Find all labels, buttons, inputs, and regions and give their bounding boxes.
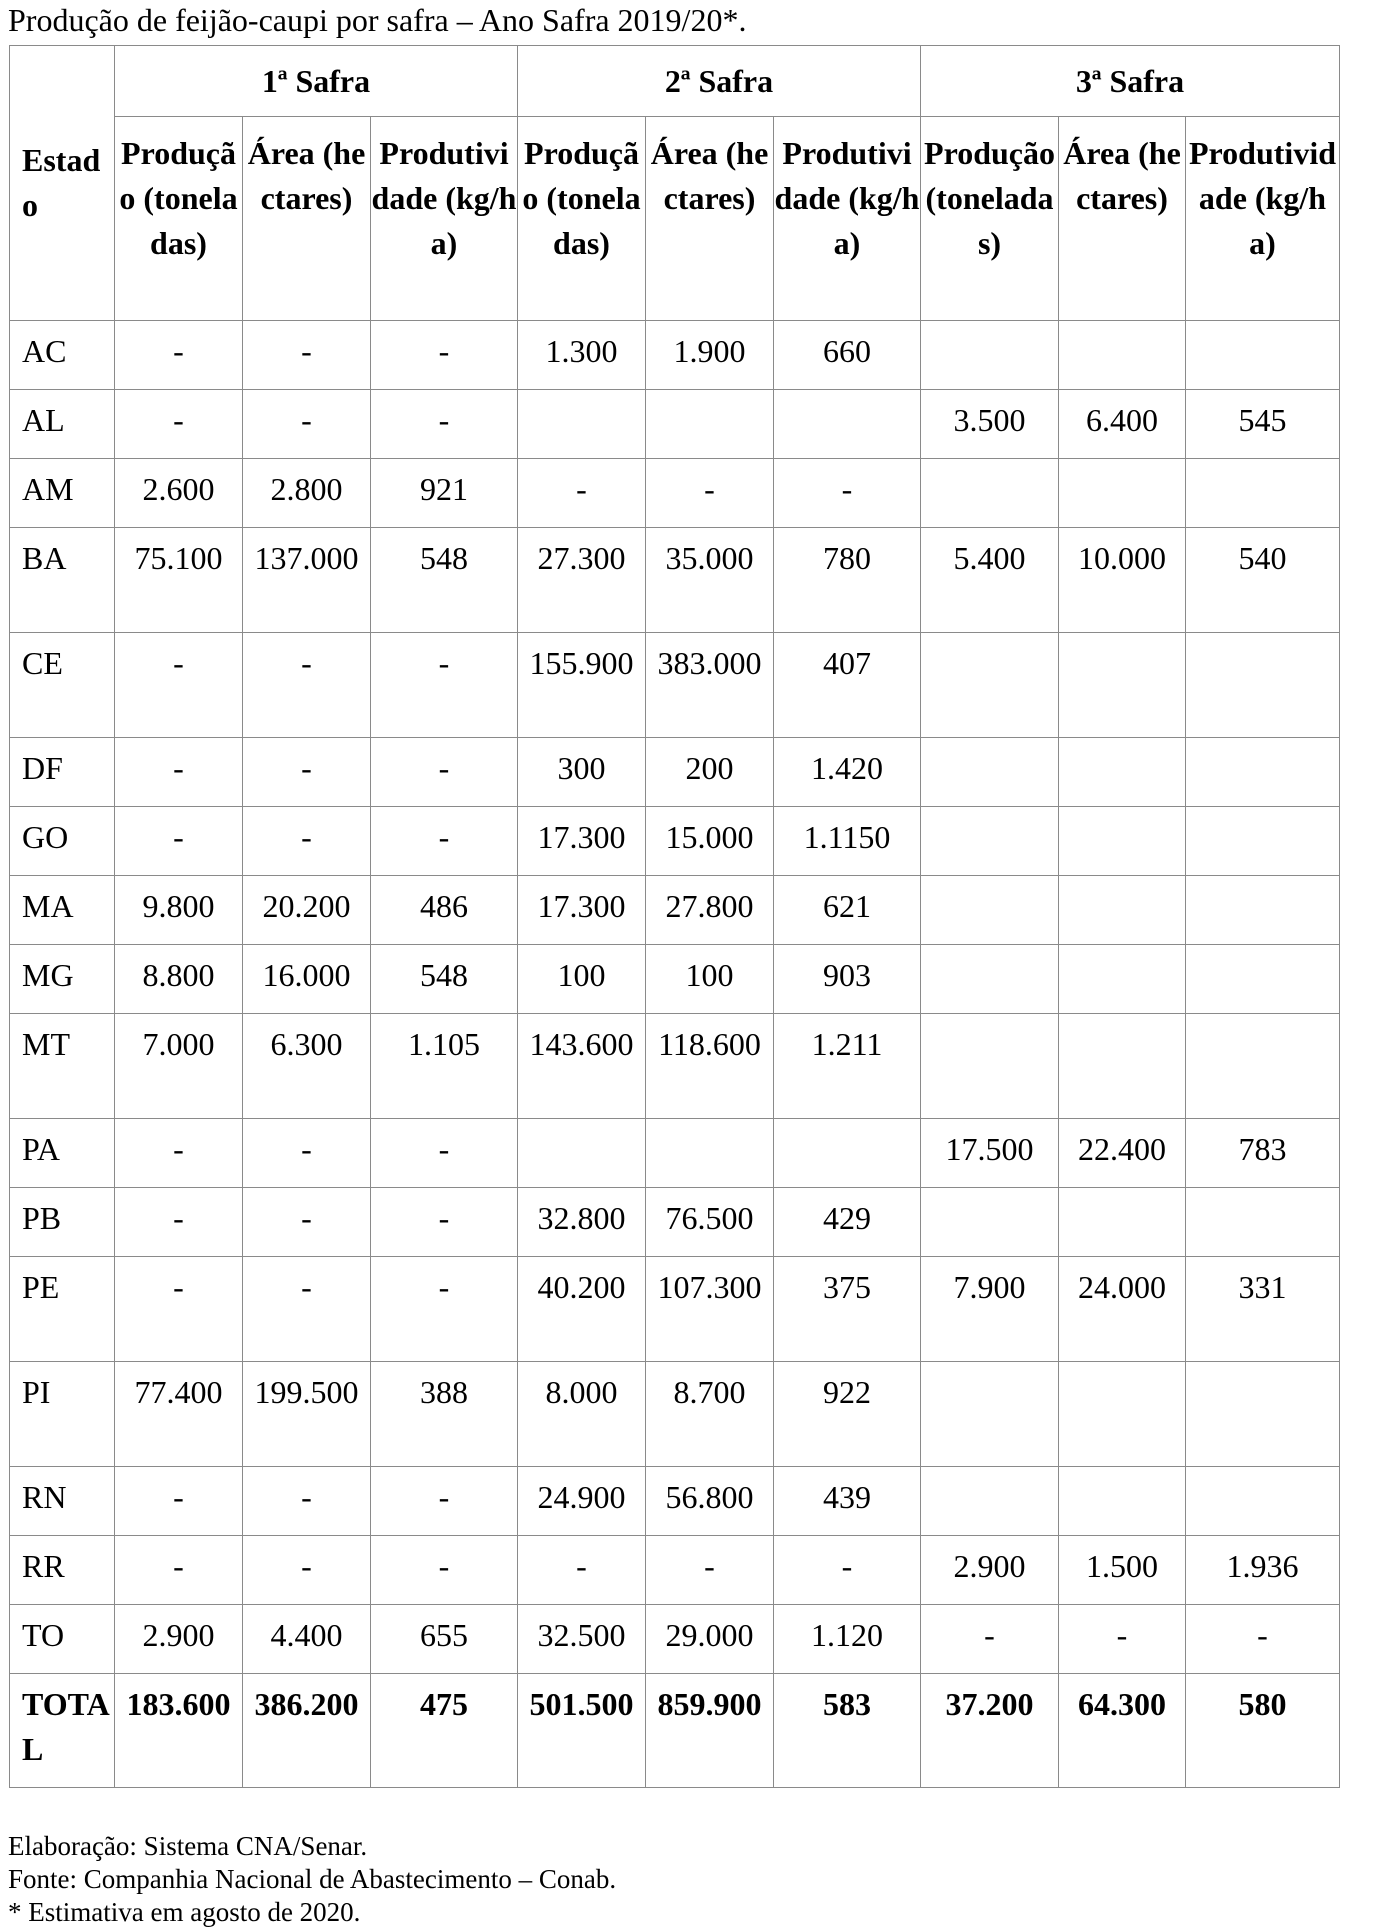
group-header-row: [10, 46, 1340, 117]
cell-area-2: 27.800: [646, 876, 774, 945]
cell-producao-3: [921, 459, 1059, 528]
cell-producao-2: 27.300: [518, 528, 646, 633]
cell-area-2: 29.000: [646, 1605, 774, 1674]
cell-area-2: 107.300: [646, 1257, 774, 1362]
state-cell: BA: [10, 528, 115, 633]
cell-area-3: [1059, 738, 1186, 807]
table-row: [10, 876, 1340, 945]
cell-produtividade-3: [1186, 1014, 1340, 1119]
cell-produtividade-2: [774, 390, 921, 459]
cell-producao-1: 77.400: [115, 1362, 243, 1467]
table-notes: [8, 1830, 616, 1929]
group-header-2: 2ª Safra: [518, 46, 921, 117]
note-fonte: Fonte: Companhia Nacional de Abastecimento – Conab.: [8, 1864, 617, 1894]
cell-produtividade-2: 780: [774, 528, 921, 633]
cell-producao-3: [921, 1362, 1059, 1467]
cell-producao-1: -: [115, 1119, 243, 1188]
state-cell: CE: [10, 633, 115, 738]
estado-header: Estado: [10, 46, 115, 321]
cell-area-1: 137.000: [243, 528, 371, 633]
cell-producao-3: [921, 876, 1059, 945]
cell-area-1: -: [243, 390, 371, 459]
cell-area-1: -: [243, 738, 371, 807]
cell-area-1: -: [243, 1119, 371, 1188]
cell-area-2: [646, 390, 774, 459]
cell-area-1: 386.200: [243, 1674, 371, 1788]
table-row: [10, 1362, 1340, 1467]
cell-area-1: 2.800: [243, 459, 371, 528]
table-row: [10, 1119, 1340, 1188]
cell-produtividade-2: 1.1150: [774, 807, 921, 876]
table-row: [10, 1188, 1340, 1257]
cell-area-3: [1059, 876, 1186, 945]
subheader-produtividade-1: Produtividade (kg/ha): [371, 117, 518, 321]
cell-producao-2: -: [518, 459, 646, 528]
cell-produtividade-3: 331: [1186, 1257, 1340, 1362]
cell-produtividade-2: 375: [774, 1257, 921, 1362]
cell-area-1: 6.300: [243, 1014, 371, 1119]
cell-produtividade-1: 388: [371, 1362, 518, 1467]
cell-producao-2: 17.300: [518, 807, 646, 876]
table-row: [10, 459, 1340, 528]
subheader-produtividade-2: Produtividade (kg/ha): [774, 117, 921, 321]
table-row: [10, 945, 1340, 1014]
cell-area-3: [1059, 1362, 1186, 1467]
cell-producao-3: 5.400: [921, 528, 1059, 633]
cell-area-2: -: [646, 459, 774, 528]
cell-produtividade-1: -: [371, 1188, 518, 1257]
cell-producao-1: -: [115, 321, 243, 390]
cell-producao-3: [921, 321, 1059, 390]
cell-produtividade-3: -: [1186, 1605, 1340, 1674]
cell-producao-2: 8.000: [518, 1362, 646, 1467]
cell-produtividade-3: 580: [1186, 1674, 1340, 1788]
cell-area-3: 6.400: [1059, 390, 1186, 459]
table-row: [10, 1605, 1340, 1674]
subheader-produtividade-3: Produtividade (kg/ha): [1186, 117, 1340, 321]
cell-producao-1: 75.100: [115, 528, 243, 633]
cell-producao-3: 3.500: [921, 390, 1059, 459]
cell-produtividade-1: -: [371, 807, 518, 876]
cell-produtividade-1: 655: [371, 1605, 518, 1674]
cell-area-1: -: [243, 807, 371, 876]
cell-area-1: 20.200: [243, 876, 371, 945]
state-cell: PB: [10, 1188, 115, 1257]
cell-producao-2: [518, 390, 646, 459]
cell-producao-1: -: [115, 738, 243, 807]
cell-producao-1: -: [115, 1188, 243, 1257]
cell-area-1: 16.000: [243, 945, 371, 1014]
cell-area-2: 1.900: [646, 321, 774, 390]
cell-produtividade-1: -: [371, 738, 518, 807]
cell-area-3: [1059, 1188, 1186, 1257]
cell-produtividade-2: 903: [774, 945, 921, 1014]
subheader-producao-1: Produção (toneladas): [115, 117, 243, 321]
state-cell: PI: [10, 1362, 115, 1467]
table-row: [10, 738, 1340, 807]
cell-producao-2: 155.900: [518, 633, 646, 738]
cell-produtividade-1: 548: [371, 945, 518, 1014]
cell-producao-1: -: [115, 390, 243, 459]
cell-produtividade-1: -: [371, 321, 518, 390]
table-row: [10, 390, 1340, 459]
table-row: [10, 1257, 1340, 1362]
cell-produtividade-2: 439: [774, 1467, 921, 1536]
cell-producao-2: 501.500: [518, 1674, 646, 1788]
table-row: [10, 633, 1340, 738]
cell-producao-2: 32.500: [518, 1605, 646, 1674]
cell-produtividade-2: 1.120: [774, 1605, 921, 1674]
cell-produtividade-3: [1186, 633, 1340, 738]
cell-area-1: 4.400: [243, 1605, 371, 1674]
subheader-producao-2: Produção (toneladas): [518, 117, 646, 321]
cell-area-3: 24.000: [1059, 1257, 1186, 1362]
cell-producao-2: [518, 1119, 646, 1188]
cell-area-1: -: [243, 1536, 371, 1605]
cell-area-2: 35.000: [646, 528, 774, 633]
state-cell: TOTAL: [10, 1674, 115, 1788]
cell-area-2: 56.800: [646, 1467, 774, 1536]
cell-area-2: 200: [646, 738, 774, 807]
cell-area-3: [1059, 945, 1186, 1014]
cell-area-3: [1059, 1014, 1186, 1119]
cell-area-3: 10.000: [1059, 528, 1186, 633]
cell-area-2: [646, 1119, 774, 1188]
cell-producao-1: 9.800: [115, 876, 243, 945]
table-row-total: [10, 1674, 1340, 1788]
cell-area-3: 22.400: [1059, 1119, 1186, 1188]
cell-producao-3: [921, 945, 1059, 1014]
cell-producao-2: 40.200: [518, 1257, 646, 1362]
state-cell: RN: [10, 1467, 115, 1536]
cell-produtividade-1: 1.105: [371, 1014, 518, 1119]
cell-produtividade-2: 922: [774, 1362, 921, 1467]
table-row: [10, 528, 1340, 633]
cell-area-3: 1.500: [1059, 1536, 1186, 1605]
state-cell: PA: [10, 1119, 115, 1188]
cell-produtividade-3: [1186, 1188, 1340, 1257]
cell-area-3: [1059, 1467, 1186, 1536]
cell-area-1: -: [243, 633, 371, 738]
cell-produtividade-2: 621: [774, 876, 921, 945]
cell-producao-3: -: [921, 1605, 1059, 1674]
table-body: [10, 321, 1340, 1788]
cell-area-3: 64.300: [1059, 1674, 1186, 1788]
cell-produtividade-2: 1.211: [774, 1014, 921, 1119]
cell-producao-1: -: [115, 633, 243, 738]
cell-produtividade-1: 475: [371, 1674, 518, 1788]
cell-producao-1: -: [115, 807, 243, 876]
cell-produtividade-2: 1.420: [774, 738, 921, 807]
cell-produtividade-3: 1.936: [1186, 1536, 1340, 1605]
cell-area-2: 76.500: [646, 1188, 774, 1257]
cell-producao-1: 8.800: [115, 945, 243, 1014]
cell-produtividade-3: 545: [1186, 390, 1340, 459]
cell-producao-2: 300: [518, 738, 646, 807]
subheader-producao-3: Produção (toneladas): [921, 117, 1059, 321]
state-cell: GO: [10, 807, 115, 876]
cell-producao-2: 100: [518, 945, 646, 1014]
cell-producao-3: 7.900: [921, 1257, 1059, 1362]
cell-producao-1: 2.600: [115, 459, 243, 528]
cell-produtividade-2: -: [774, 459, 921, 528]
cell-producao-3: 2.900: [921, 1536, 1059, 1605]
cell-produtividade-2: 429: [774, 1188, 921, 1257]
subheader-area-2: Área (hectares): [646, 117, 774, 321]
note-estimativa: * Estimativa em agosto de 2020.: [8, 1897, 361, 1927]
cell-producao-2: 143.600: [518, 1014, 646, 1119]
cell-area-2: -: [646, 1536, 774, 1605]
cell-producao-3: [921, 633, 1059, 738]
cell-produtividade-2: -: [774, 1536, 921, 1605]
cell-area-2: 8.700: [646, 1362, 774, 1467]
cell-producao-2: -: [518, 1536, 646, 1605]
cell-produtividade-1: -: [371, 1257, 518, 1362]
cell-produtividade-3: [1186, 876, 1340, 945]
cell-area-2: 859.900: [646, 1674, 774, 1788]
cell-producao-1: -: [115, 1467, 243, 1536]
cell-produtividade-1: -: [371, 1467, 518, 1536]
cell-produtividade-1: -: [371, 390, 518, 459]
group-header-1: 1ª Safra: [115, 46, 518, 117]
state-cell: DF: [10, 738, 115, 807]
cell-producao-3: [921, 1188, 1059, 1257]
cell-area-2: 100: [646, 945, 774, 1014]
cell-produtividade-3: 540: [1186, 528, 1340, 633]
cell-producao-1: 2.900: [115, 1605, 243, 1674]
state-cell: AM: [10, 459, 115, 528]
table-caption: Produção de feijão-caupi por safra – Ano Safra 2019/20*.: [8, 2, 747, 38]
cell-area-3: [1059, 459, 1186, 528]
cell-producao-1: 183.600: [115, 1674, 243, 1788]
table-row: [10, 1014, 1340, 1119]
state-cell: MT: [10, 1014, 115, 1119]
cell-produtividade-1: -: [371, 1119, 518, 1188]
subheader-area-1: Área (hectares): [243, 117, 371, 321]
state-cell: AL: [10, 390, 115, 459]
cell-produtividade-3: [1186, 738, 1340, 807]
cell-area-1: -: [243, 1257, 371, 1362]
cell-producao-2: 24.900: [518, 1467, 646, 1536]
subheader-area-3: Área (hectares): [1059, 117, 1186, 321]
cell-area-1: 199.500: [243, 1362, 371, 1467]
group-header-3: 3ª Safra: [921, 46, 1340, 117]
cell-producao-3: [921, 738, 1059, 807]
cell-area-2: 118.600: [646, 1014, 774, 1119]
cell-producao-3: [921, 807, 1059, 876]
cell-area-3: [1059, 633, 1186, 738]
cell-producao-1: -: [115, 1536, 243, 1605]
cell-produtividade-1: 921: [371, 459, 518, 528]
cell-area-2: 15.000: [646, 807, 774, 876]
cell-area-3: [1059, 321, 1186, 390]
cell-produtividade-3: [1186, 1362, 1340, 1467]
cell-produtividade-1: -: [371, 633, 518, 738]
cell-producao-1: 7.000: [115, 1014, 243, 1119]
cell-produtividade-3: [1186, 945, 1340, 1014]
state-cell: RR: [10, 1536, 115, 1605]
cell-produtividade-2: 407: [774, 633, 921, 738]
state-cell: MA: [10, 876, 115, 945]
table-row: [10, 1467, 1340, 1536]
cell-producao-2: 32.800: [518, 1188, 646, 1257]
cell-produtividade-2: 660: [774, 321, 921, 390]
cell-area-3: -: [1059, 1605, 1186, 1674]
state-cell: AC: [10, 321, 115, 390]
cell-produtividade-3: [1186, 321, 1340, 390]
cell-producao-1: -: [115, 1257, 243, 1362]
cell-producao-3: 17.500: [921, 1119, 1059, 1188]
table-row: [10, 807, 1340, 876]
cell-area-1: -: [243, 1467, 371, 1536]
cell-producao-2: 1.300: [518, 321, 646, 390]
cell-produtividade-2: [774, 1119, 921, 1188]
production-table-container: [9, 45, 1340, 1788]
cell-produtividade-1: -: [371, 1536, 518, 1605]
production-table: [9, 45, 1340, 1788]
cell-area-3: [1059, 807, 1186, 876]
state-cell: PE: [10, 1257, 115, 1362]
state-cell: MG: [10, 945, 115, 1014]
table-row: [10, 321, 1340, 390]
cell-produtividade-3: [1186, 807, 1340, 876]
cell-produtividade-3: [1186, 1467, 1340, 1536]
cell-area-2: 383.000: [646, 633, 774, 738]
cell-producao-3: [921, 1014, 1059, 1119]
cell-produtividade-3: [1186, 459, 1340, 528]
cell-area-1: -: [243, 321, 371, 390]
state-cell: TO: [10, 1605, 115, 1674]
cell-produtividade-1: 548: [371, 528, 518, 633]
cell-producao-3: 37.200: [921, 1674, 1059, 1788]
cell-producao-2: 17.300: [518, 876, 646, 945]
cell-produtividade-2: 583: [774, 1674, 921, 1788]
cell-produtividade-1: 486: [371, 876, 518, 945]
subheader-row: [10, 117, 1340, 321]
cell-producao-3: [921, 1467, 1059, 1536]
cell-produtividade-3: 783: [1186, 1119, 1340, 1188]
table-row: [10, 1536, 1340, 1605]
note-elaboracao: Elaboração: Sistema CNA/Senar.: [8, 1831, 368, 1861]
cell-area-1: -: [243, 1188, 371, 1257]
